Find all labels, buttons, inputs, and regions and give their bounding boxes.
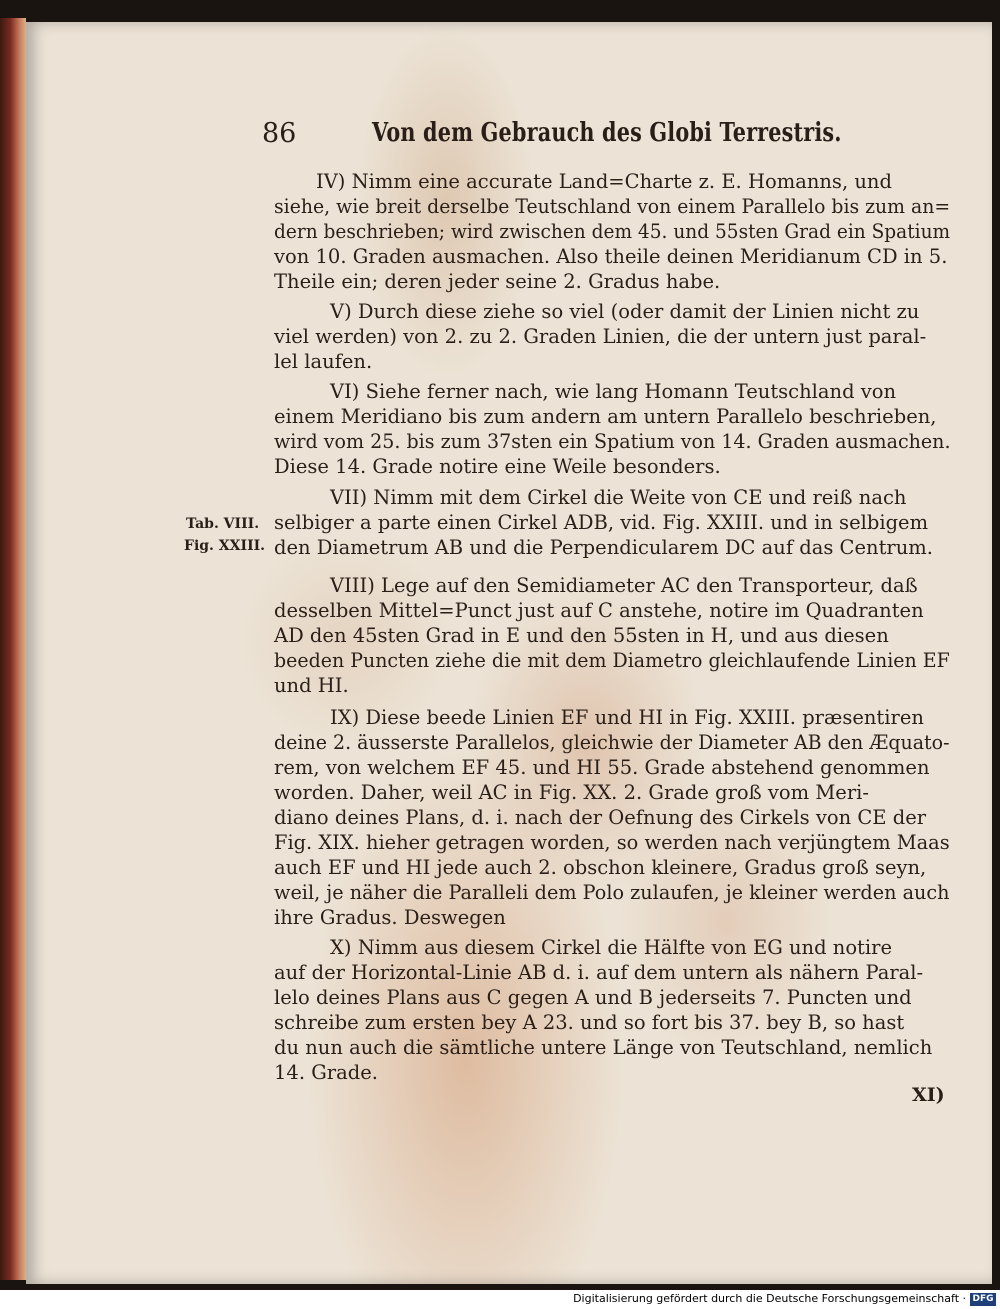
- text-line: schreibe zum ersten bey A 23. und so fort bis 37. bey B, so hast: [274, 1011, 905, 1034]
- text-line: ihre Gradus. Deswegen: [274, 906, 506, 929]
- text-line: VII) Nimm mit dem Cirkel die Weite von CE und reiß nach: [330, 486, 907, 509]
- text-line: diano deines Plans, d. i. nach der Oefnung des Cirkels von CE der: [274, 806, 927, 829]
- text-line: 14. Grade.: [274, 1061, 378, 1084]
- text-line: weil, je näher die Paralleli dem Polo zulaufen, je kleiner werden auch: [274, 881, 950, 904]
- text-line: AD den 45sten Grad in E und den 55sten in H, und aus diesen: [274, 624, 889, 647]
- text-line: von 10. Graden ausmachen. Also theile deinen Meridianum CD in 5.: [274, 245, 948, 268]
- text-line: auch EF und HI jede auch 2. obschon kleinere, Gradus groß seyn,: [274, 856, 927, 879]
- text-line: VI) Siehe ferner nach, wie lang Homann Teutschland von: [330, 380, 897, 403]
- text-line: X) Nimm aus diesem Cirkel die Hälfte von EG und notire: [330, 936, 892, 959]
- text-line: wird vom 25. bis zum 37sten ein Spatium von 14. Graden ausmachen.: [274, 430, 951, 453]
- text-line: lelo deines Plans aus C gegen A und B jederseits 7. Puncten und: [274, 986, 912, 1009]
- book-edge: [0, 18, 26, 1280]
- text-line: Fig. XIX. hieher getragen worden, so werden nach verjüngtem Maas: [274, 831, 950, 854]
- text-line: V) Durch diese ziehe so viel (oder damit der Linien nicht zu: [330, 300, 920, 323]
- text-line: rem, von welchem EF 45. und HI 55. Grade abstehend genommen: [274, 756, 930, 779]
- text-line: worden. Daher, weil AC in Fig. XX. 2. Grade groß vom Meri-: [274, 781, 869, 804]
- text-line: du nun auch die sämtliche untere Länge von Teutschland, nemlich: [274, 1036, 933, 1059]
- text-line: VIII) Lege auf den Semidiameter AC den Transporteur, daß: [330, 574, 918, 597]
- text-line: viel werden) von 2. zu 2. Graden Linien, die der untern just paral-: [274, 325, 927, 348]
- text-line: selbiger a parte einen Cirkel ADB, vid. Fig. XXIII. und in selbigem: [274, 511, 929, 534]
- text-line: desselben Mittel=Punct just auf C anstehe, notire im Quadranten: [274, 599, 924, 622]
- catchword: XI): [912, 1084, 945, 1106]
- page-number: 86: [262, 118, 297, 149]
- text-line: IX) Diese beede Linien EF und HI in Fig. XXIII. præsentiren: [330, 706, 924, 729]
- text-line: lel laufen.: [274, 350, 373, 373]
- footer-bar: [0, 1290, 1000, 1309]
- text-line: beeden Puncten ziehe die mit dem Diametro gleichlaufende Linien EF: [274, 649, 950, 672]
- running-title: Von dem Gebrauch des Globi Terrestris.: [372, 118, 842, 148]
- text-line: und HI.: [274, 674, 349, 697]
- margin-note: Tab. VIII.: [186, 516, 260, 532]
- text-line: einem Meridiano bis zum andern am untern Parallelo beschrieben,: [274, 405, 937, 428]
- text-line: Theile ein; deren jeder seine 2. Gradus habe.: [274, 270, 721, 293]
- text-line: deine 2. äusserste Parallelos, gleichwie der Diameter AB den Æquato-: [274, 731, 950, 754]
- text-line: auf der Horizontal-Linie AB d. i. auf dem untern als nähern Paral-: [274, 961, 924, 984]
- text-line: dern beschrieben; wird zwischen dem 45. und 55sten Grad ein Spatium: [274, 220, 951, 243]
- margin-note: Fig. XXIII.: [184, 538, 266, 554]
- dfg-logo-icon: DFG: [970, 1293, 996, 1306]
- text-line: siehe, wie breit derselbe Teutschland von einem Parallelo bis zum an=: [274, 195, 951, 218]
- footer-credit: Digitalisierung gefördert durch die Deutsche Forschungsgemeinschaft ·: [573, 1292, 966, 1305]
- text-line: Diese 14. Grade notire eine Weile besonders.: [274, 455, 721, 478]
- text-line: IV) Nimm eine accurate Land=Charte z. E. Homanns, und: [316, 170, 892, 193]
- text-line: den Diametrum AB und die Perpendicularem DC auf das Centrum.: [274, 536, 933, 559]
